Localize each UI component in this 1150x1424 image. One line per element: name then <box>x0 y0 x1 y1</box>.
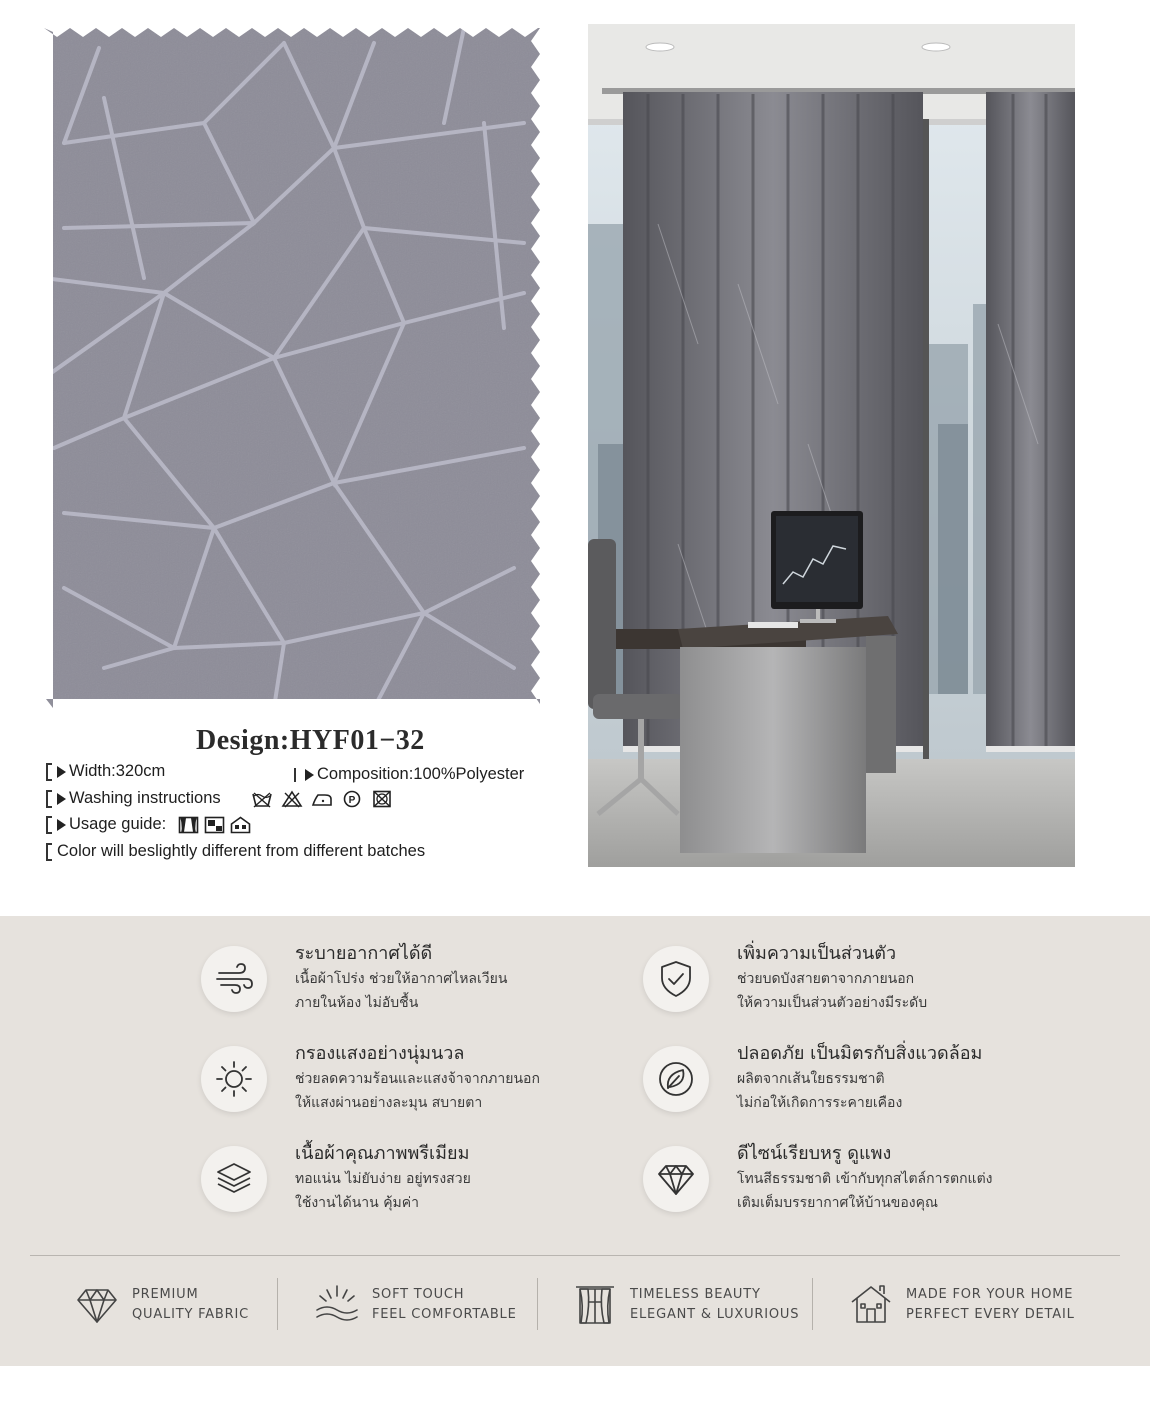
arrow-icon <box>57 766 66 778</box>
office-curtain-photo <box>588 24 1075 867</box>
feature-desc-1: เนื้อผ้าโปร่ง ช่วยให้อากาศไหลเวียน <box>295 971 508 987</box>
iron-icon <box>311 790 333 808</box>
badge-text <box>906 1285 1075 1325</box>
separator-bar <box>294 768 296 782</box>
feature-desc-2: ภายในห้อง ไม่อับชื้น <box>295 995 419 1011</box>
badge-separator <box>812 1278 813 1330</box>
usage-spec <box>46 815 251 834</box>
shield-check-icon <box>655 958 697 1000</box>
badge-text <box>372 1285 517 1325</box>
badge-line-1: TIMELESS BEAUTY <box>630 1287 761 1302</box>
feature-desc-2: ให้ความเป็นส่วนตัวอย่างมีระดับ <box>737 995 928 1011</box>
feature-desc-1: ผลิตจากเส้นใยธรรมชาติ <box>737 1071 885 1087</box>
badge-separator <box>537 1278 538 1330</box>
arrow-icon <box>57 819 66 831</box>
sun-icon <box>213 1058 255 1100</box>
svg-text:P: P <box>348 794 355 806</box>
feature-title: ปลอดภัย เป็นมิตรกับสิ่งแวดล้อม <box>737 1043 983 1064</box>
washing-label: Washing instructions <box>69 789 221 807</box>
features-panel <box>0 916 1150 1366</box>
room-icon <box>204 816 225 834</box>
feature-icon-circle <box>643 1046 709 1112</box>
design-title: Design:HYF01−32 <box>196 725 425 756</box>
badge-separator <box>277 1278 278 1330</box>
window-curtain-icon <box>178 816 199 834</box>
feature-title: เพิ่มความเป็นส่วนตัว <box>737 943 897 964</box>
feature-icon-circle <box>201 1146 267 1212</box>
color-note <box>46 842 425 861</box>
no-wash-icon <box>251 790 273 808</box>
home-icon <box>848 1282 894 1328</box>
feature-desc-2: ให้แสงผ่านอย่างละมุน สบายตา <box>295 1095 483 1111</box>
bracket-mark <box>46 790 52 808</box>
feature-title: ดีไซน์เรียบหรู ดูแพง <box>737 1143 892 1164</box>
feature-desc-2: ไม่ก่อให้เกิดการระคายเคือง <box>737 1095 903 1111</box>
arrow-icon <box>305 769 314 781</box>
badge-home <box>848 1278 1075 1332</box>
feature-desc-2: ใช้งานได้นาน คุ้มค่า <box>295 1195 420 1211</box>
fabric-swatch <box>44 28 540 708</box>
feature-icon-circle <box>643 946 709 1012</box>
curtain-window-icon <box>572 1282 618 1328</box>
leaf-icon <box>655 1058 697 1100</box>
composition-spec <box>294 765 524 784</box>
usage-label: Usage guide: <box>69 815 167 833</box>
fabric-swatch-image <box>44 28 540 708</box>
feature-icon-circle <box>201 946 267 1012</box>
house-icon <box>230 816 251 834</box>
composition-label: Composition:100%Polyester <box>317 765 525 783</box>
care-icons <box>251 790 393 808</box>
badge-soft-touch <box>314 1278 517 1332</box>
width-spec <box>46 762 165 781</box>
color-note-text: Color will beslightly different from different batches <box>57 842 426 860</box>
badge-line-2: FEEL COMFORTABLE <box>372 1307 517 1322</box>
feature-icon-circle <box>201 1046 267 1112</box>
diamond-outline-icon <box>74 1282 120 1328</box>
badge-line-2: PERFECT EVERY DETAIL <box>906 1307 1075 1322</box>
dry-clean-p-icon <box>341 790 363 808</box>
feature-title: ระบายอากาศได้ดี <box>295 943 433 964</box>
bracket-mark <box>46 816 52 834</box>
computer-monitor <box>771 511 863 623</box>
width-label: Width:320cm <box>69 762 166 780</box>
bracket-mark <box>46 843 52 861</box>
usage-icons <box>178 816 251 834</box>
badge-line-1: PREMIUM <box>132 1287 199 1302</box>
room-photo <box>588 24 1075 867</box>
section-divider <box>30 1255 1120 1256</box>
feature-title: เนื้อผ้าคุณภาพพรีเมียม <box>295 1143 470 1164</box>
badge-line-1: SOFT TOUCH <box>372 1287 465 1302</box>
feature-desc-1: ช่วยลดความร้อนและแสงจ้าจากภายนอก <box>295 1071 540 1087</box>
badge-line-2: QUALITY FABRIC <box>132 1307 249 1322</box>
feature-desc-1: ทอแน่น ไม่ยับง่าย อยู่ทรงสวย <box>295 1171 471 1187</box>
feature-icon-circle <box>643 1146 709 1212</box>
feature-desc-2: เติมเต็มบรรยากาศให้บ้านของคุณ <box>737 1195 938 1211</box>
badge-line-1: MADE FOR YOUR HOME <box>906 1287 1074 1302</box>
feature-desc-1: ช่วยบดบังสายตาจากภายนอก <box>737 971 915 987</box>
badge-text <box>630 1285 799 1325</box>
diamond-icon <box>655 1158 697 1200</box>
wind-icon <box>213 958 255 1000</box>
arrow-icon <box>57 793 66 805</box>
badge-text <box>132 1285 249 1325</box>
badge-line-2: ELEGANT & LUXURIOUS <box>630 1307 800 1322</box>
badge-premium <box>74 1278 249 1332</box>
no-tumble-dry-icon <box>371 790 393 808</box>
feature-desc-1: โทนสีธรรมชาติ เข้ากับทุกสไตล์การตกแต่ง <box>737 1171 993 1187</box>
layers-icon <box>213 1158 255 1200</box>
washing-spec <box>46 789 393 808</box>
badge-timeless <box>572 1278 799 1332</box>
no-bleach-icon <box>281 790 303 808</box>
bracket-mark <box>46 763 52 781</box>
feature-title: กรองแสงอย่างนุ่มนวล <box>295 1043 465 1064</box>
soft-touch-icon <box>314 1282 360 1328</box>
